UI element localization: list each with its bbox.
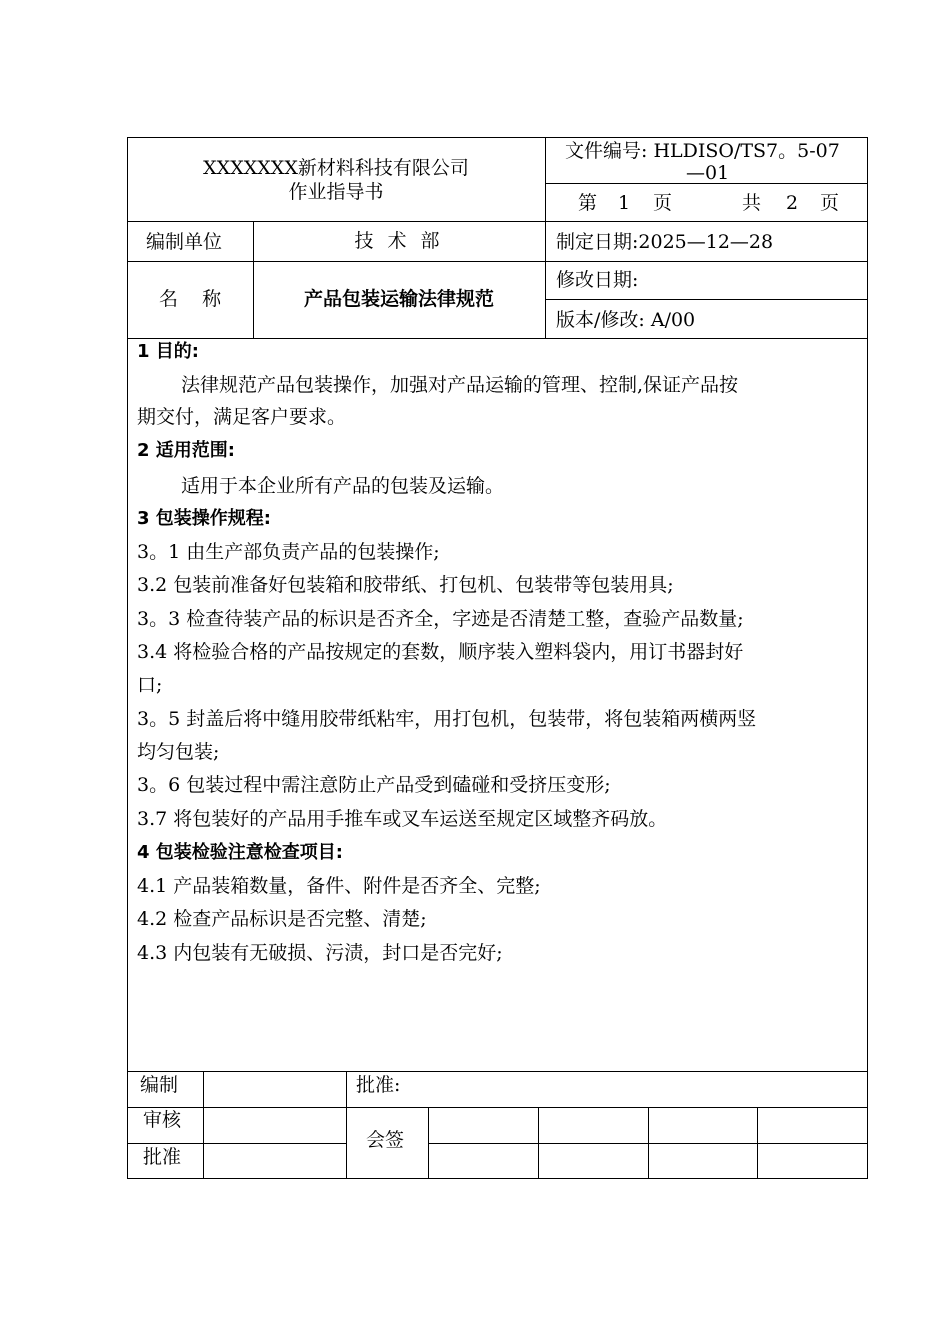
paragraph-line: 均匀包装; xyxy=(137,741,220,763)
file-number-continued: —01 xyxy=(686,162,730,184)
paragraph-line: 4.3 内包装有无破损、污渍，封口是否完好; xyxy=(137,942,503,964)
paragraph-line: 3。5 封盖后将中缝用胶带纸粘牢，用打包机，包装带，将包装箱两横两竖 xyxy=(137,708,757,730)
page-number: 1 xyxy=(618,192,631,214)
paragraph-line: 3.4 将检验合格的产品按规定的套数，顺序装入塑料袋内，用订书器封好 xyxy=(137,641,744,663)
total-label: 共 xyxy=(742,192,762,214)
total-unit: 页 xyxy=(820,192,840,214)
review-label: 审核 xyxy=(143,1109,182,1131)
paragraph-line: 3.7 将包装好的产品用手推车或叉车运送至规定区域整齐码放。 xyxy=(137,808,668,830)
section-heading: 1 目的: xyxy=(137,341,199,362)
section-heading: 2 适用范围: xyxy=(137,440,235,461)
paragraph-line: 3。6 包装过程中需注意防止产品受到磕碰和受挤压变形; xyxy=(137,774,611,796)
total-pages: 2 xyxy=(786,192,799,214)
version: 版本/修改: A/00 xyxy=(556,309,696,331)
document-type: 作业指导书 xyxy=(288,181,384,203)
section-heading: 3 包装操作规程: xyxy=(137,508,271,529)
paragraph-line: 期交付，满足客户要求。 xyxy=(137,406,347,428)
issue-date: 制定日期:2025—12—28 xyxy=(556,231,774,253)
paragraph-line: 适用于本企业所有产品的包装及运输。 xyxy=(181,475,505,497)
countersign-label: 会签 xyxy=(366,1129,405,1151)
name-label: 名 称 xyxy=(159,288,226,310)
paragraph-line: 3。3 检查待装产品的标识是否齐全，字迹是否清楚工整，查验产品数量; xyxy=(137,608,744,630)
paragraph-line: 法律规范产品包装操作，加强对产品运输的管理、控制,保证产品按 xyxy=(181,374,739,396)
dept-value: 技 术 部 xyxy=(354,230,444,252)
company-name: XXXXXXX新材料科技有限公司 xyxy=(203,157,469,179)
paragraph-line: 3.2 包装前准备好包装箱和胶带纸、打包机、包装带等包装用具; xyxy=(137,574,674,596)
paragraph-line: 3。1 由生产部负责产品的包装操作; xyxy=(137,541,440,563)
compiled-by-label: 编制 xyxy=(140,1074,179,1096)
dept-label: 编制单位 xyxy=(146,231,223,253)
approval-label: 批准: xyxy=(356,1074,401,1096)
paragraph-line: 4.1 产品装箱数量，备件、附件是否齐全、完整; xyxy=(137,875,541,897)
approved-by-label: 批准 xyxy=(143,1146,182,1168)
page-unit: 页 xyxy=(653,192,673,214)
paragraph-line: 4.2 检查产品标识是否完整、清楚; xyxy=(137,908,427,930)
page-label: 第 xyxy=(578,192,598,214)
section-heading: 4 包装检验注意检查项目: xyxy=(137,842,343,863)
revision-date: 修改日期: xyxy=(556,269,639,291)
paragraph-line: 口; xyxy=(137,674,163,696)
document-title: 产品包装运输法律规范 xyxy=(303,288,494,310)
file-number: 文件编号: HLDISO/TS7。5-07 xyxy=(565,140,840,162)
